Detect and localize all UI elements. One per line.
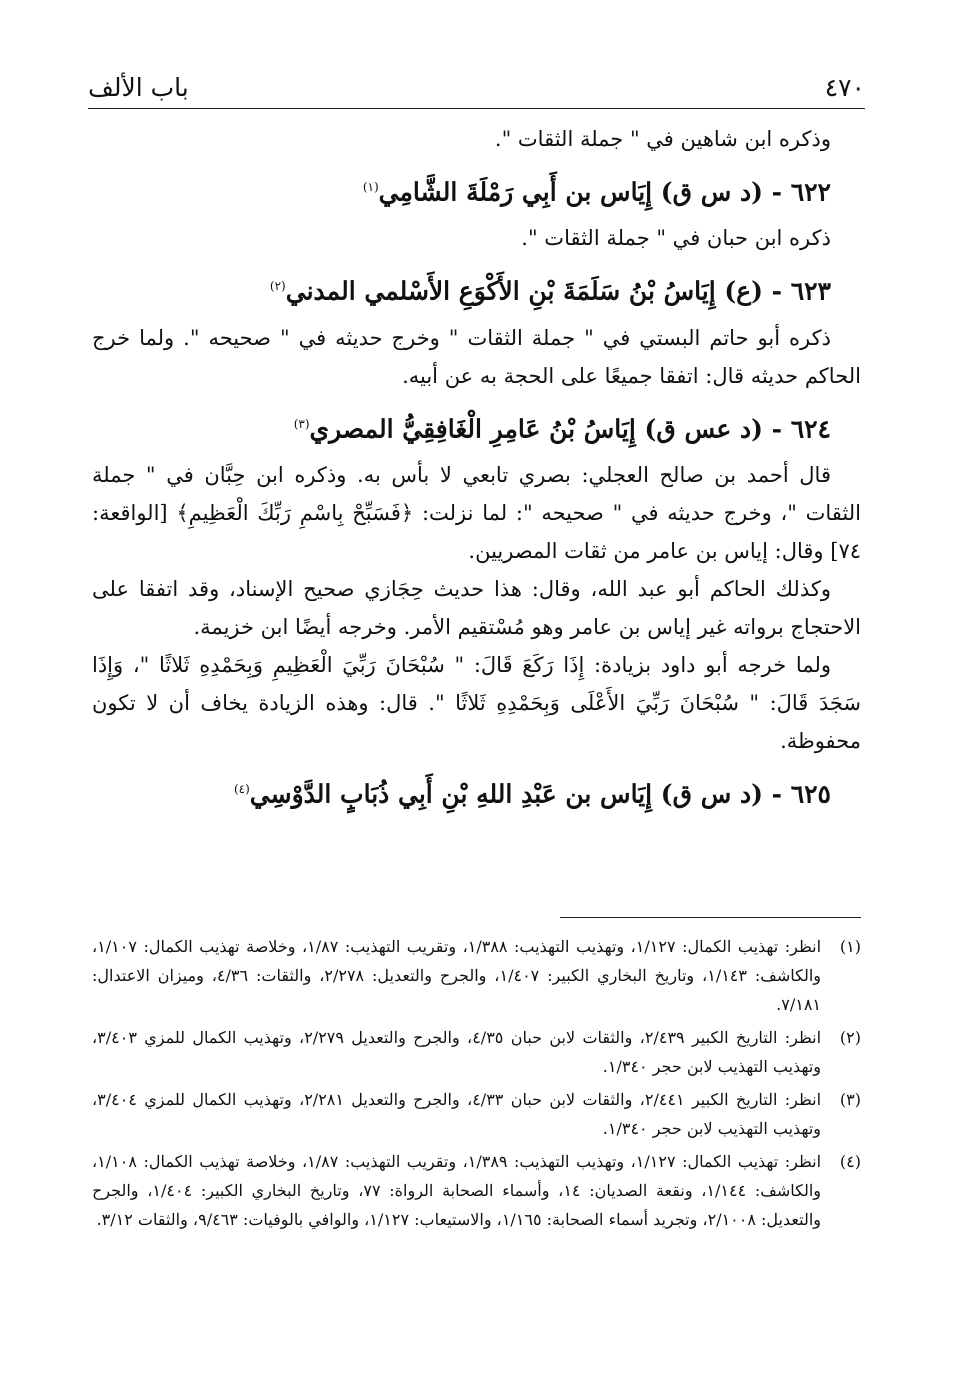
footnote-number: (١) [839,937,861,956]
paragraph: قال أحمد بن صالح العجلي: بصري تابعي لا بأس به. وذكره ابن حِبَّان في " جملة الثقات "، وخرج حديثه في " صحيحه ": لما نزلت: ﴿فَسَبِّحْ بِاسْمِ رَبِّكَ الْعَظِيمِ﴾ [الواقعة: ٧٤] وقال: إياس بن عامر من ثقات المصريين. [92,462,861,563]
footnote-4 [92,1147,861,1234]
page-number: ٤٧٠ [824,73,865,102]
paragraph: ذكره أبو حاتم البستي في " جملة الثقات " وخرج حديثه في " صحيحه ". ولما خرج الحاكم حديثه قال: اتفقا جميعًا على الحجة به عن أبيه. [92,325,861,388]
footnote-2 [92,1023,861,1081]
footnote-number: (٣) [839,1090,861,1109]
main-text [92,120,861,821]
entry-heading-text: ٦٢٣ - (ع) إِيَاسُ بْنُ سَلَمَةَ بْنِ الأَكْوَعِ الأَسْلمي المدني [285,276,831,306]
footnote-ref: (٢) [269,279,286,294]
footnote-number: (٤) [839,1152,861,1171]
section-title: باب الألف [88,73,189,102]
entry-heading-text: ٦٢٢ - (د س ق) إِيَاس بن أَبِي رَمْلَةَ الشَّامِي [378,177,831,207]
entry-heading-624 [92,401,861,452]
paragraph: ذكره ابن حبان في " جملة الثقات ". [521,226,831,251]
footnotes [92,932,861,1238]
footnote-number: (٢) [839,1028,861,1047]
footnote-1 [92,932,861,1019]
footnote-text: انظر: التاريخ الكبير ٢/٤٤١، والثقات لابن حبان ٤/٣٣، والجرح والتعديل ٢/٢٨١، وتهذيب الكمال للمزي ٣/٤٠٤، وتهذيب التهذيب لابن حجر ١/٣٤٠. [92,1090,822,1138]
entry-heading-text: ٦٢٥ - (د س ق) إِيَاس بن عَبْدِ اللهِ بْنِ أَبِي ذُبَابٍ الدَّوْسِي [249,779,831,809]
footnote-ref: (١) [362,180,379,194]
paragraph: ولما خرجه أبو داود بزيادة: إِذَا رَكَعَ قَالَ: " سُبْحَانَ رَبِّيَ الْعَظِيمِ وَبِحَمْدِهِ ثَلاثًا "، وَإِذَا سَجَدَ قَالَ: " سُبْحَانَ رَبِّيَ الأَعْلَى وَبِحَمْدِهِ ثَلاثًا ". قال: وهذه الزيادة يخاف أن لا تكون محفوظة. [92,652,861,753]
footnote-text: انظر: التاريخ الكبير ٢/٤٣٩، والثقات لابن حبان ٤/٣٥، والجرح والتعديل ٢/٢٧٩، وتهذيب الكمال للمزي ٣/٤٠٣، وتهذيب التهذيب لابن حجر ١/٣٤٠. [92,1028,822,1076]
entry-heading-text: ٦٢٤ - (د عس ق) إِيَاسُ بْنُ عَامِرِ الْغَافِقِيُّ المصري [309,413,831,443]
entry-heading-623 [92,263,861,314]
running-header [88,62,865,102]
entry-heading-622 [92,164,861,215]
entry-heading-625 [92,766,861,817]
header-rule [88,108,865,109]
footnote-text: انظر: تهذيب الكمال: ١/١٢٧، وتهذيب التهذيب: ١/٣٨٩، وتقريب التهذيب: ١/٨٧، وخلاصة تهذيب الكمال: ١/١٠٨، والكاشف: ١/١٤٤، ونقعة الصديان: ١٤، وأسماء الصحابة الرواة: ٧٧، وتاريخ البخاري الكبير: ١/٤٠٤، والجرح والتعديل: ٢/١٠٠٨، وتجريد أسماء الصحابة: ١/١٦٥، والاستيعاب: ١/١٢٧، والوافي بالوفيات: ٩/٤٦٣، والثقات ٣/١٢. [92,1152,822,1229]
paragraph: وذكره ابن شاهين في " جملة الثقات ". [494,127,831,151]
footnote-separator [560,917,861,918]
footnote-ref: (٤) [233,781,250,796]
footnote-ref: (٣) [293,416,310,431]
footnote-text: انظر: تهذيب الكمال: ١/١٢٧، وتهذيب التهذيب: ١/٣٨٨، وتقريب التهذيب: ١/٨٧، وخلاصة تهذيب الكمال: ١/١٠٧، والكاشف: ١/١٤٣، وتاريخ البخاري الكبير: ١/٤٠٧، والجرح والتعديل: ٢/٢٧٨، والثقات: ٤/٣٦، وميزان الاعتدال: ٧/١٨١. [92,937,822,1014]
paragraph: وكذلك الحاكم أبو عبد الله، وقال: هذا حديث حِجَازي صحيح الإسناد، وقد اتفقا على الاحتجاج برواته غير إياس بن عامر وهو مُسْتقيم الأمر. وخرجه أيضًا ابن خزيمة. [92,576,861,639]
footnote-3 [92,1085,861,1143]
